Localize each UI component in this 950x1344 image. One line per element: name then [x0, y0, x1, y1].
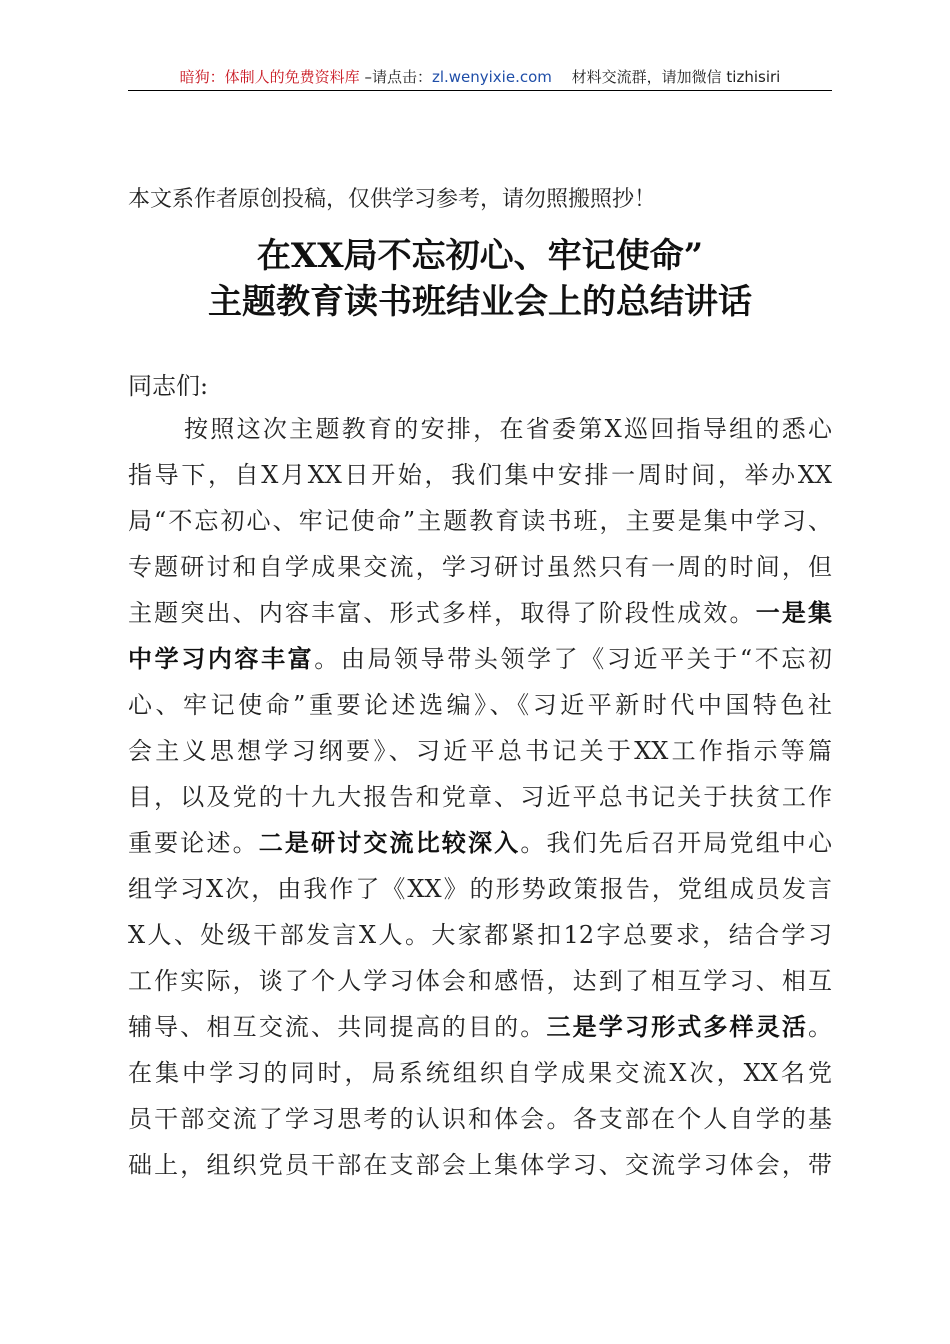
body-line: 局“不忘初心、牢记使命”主题教育读书班，主要是集中学习、 — [128, 507, 832, 535]
body-line: 础上，组织党员干部在支部会上集体学习、交流学习体会，带 — [128, 1151, 832, 1179]
header-prompt: –请点击： — [359, 68, 432, 86]
salutation: 同志们: — [128, 372, 209, 400]
body-line: 会主义思想学习纲要》、习近平总书记关于XX工作指示等篇 — [128, 737, 832, 765]
body-line: 在集中学习的同时，局系统组织自学成果交流X次，XX名党 — [128, 1059, 832, 1087]
title-line-1: 在XX局不忘初心、牢记使命” — [256, 236, 704, 276]
body-line: 按照这次主题教育的安排，在省委第X巡回指导组的悉心 — [184, 415, 832, 443]
body-line: 员干部交流了学习思考的认识和体会。各支部在个人自学的基 — [128, 1105, 832, 1133]
body-line: 组学习X次，由我作了《XX》的形势政策报告，党组成员发言 — [128, 875, 832, 903]
body-line: 工作实际，谈了个人学习体会和感悟，达到了相互学习、相互 — [128, 967, 832, 995]
body-segment: 。由局领导带头领学了《习近平关于“不忘初 — [314, 645, 832, 673]
body-line-mixed — [128, 1004, 832, 1050]
bold-heading-1-cont: 中学习内容丰富 — [128, 644, 315, 673]
body-line: 目，以及党的十九大报告和党章、习近平总书记关于扶贫工作 — [128, 783, 832, 811]
copyright-notice: 本文系作者原创投稿，仅供学习参考，请勿照搬照抄！ — [128, 187, 657, 212]
header-url-link[interactable]: zl.wenyixie.com — [431, 68, 552, 86]
body-segment: 。 — [808, 1013, 833, 1041]
header-contact: 材料交流群，请加微信 tizhisiri — [551, 68, 781, 86]
bold-heading-3: 三是学习形式多样灵活 — [546, 1012, 809, 1041]
body-line-mixed — [128, 590, 832, 636]
page-header — [128, 64, 832, 91]
bold-heading-1: 一是集 — [755, 598, 833, 627]
title-line-2: 主题教育读书班结业会上的总结讲话 — [208, 282, 752, 322]
body-segment: 主题突出、内容丰富、形式多样，取得了阶段性成效。 — [128, 599, 756, 627]
header-site-name: 暗狗：体制人的免费资料库 — [179, 68, 360, 86]
body-line: 心、牢记使命”重要论述选编》、《习近平新时代中国特色社 — [128, 691, 832, 719]
body-line: 专题研讨和自学成果交流，学习研讨虽然只有一周的时间，但 — [128, 553, 832, 581]
body-segment: 重要论述。 — [128, 829, 259, 857]
body-line-mixed — [128, 820, 832, 866]
body-line-mixed — [128, 636, 832, 682]
body-line: X人、处级干部发言X人。大家都紧扣12字总要求，结合学习 — [128, 921, 832, 949]
body-segment: 辅导、相互交流、共同提高的目的。 — [128, 1013, 547, 1041]
body-line: 指导下，自X月XX日开始，我们集中安排一周时间，举办XX — [128, 461, 832, 489]
body-segment: 。我们先后召开局党组中心 — [520, 829, 833, 857]
document-body — [128, 366, 832, 1188]
bold-heading-2: 二是研讨交流比较深入 — [258, 828, 521, 857]
body-paragraph — [128, 406, 832, 1188]
